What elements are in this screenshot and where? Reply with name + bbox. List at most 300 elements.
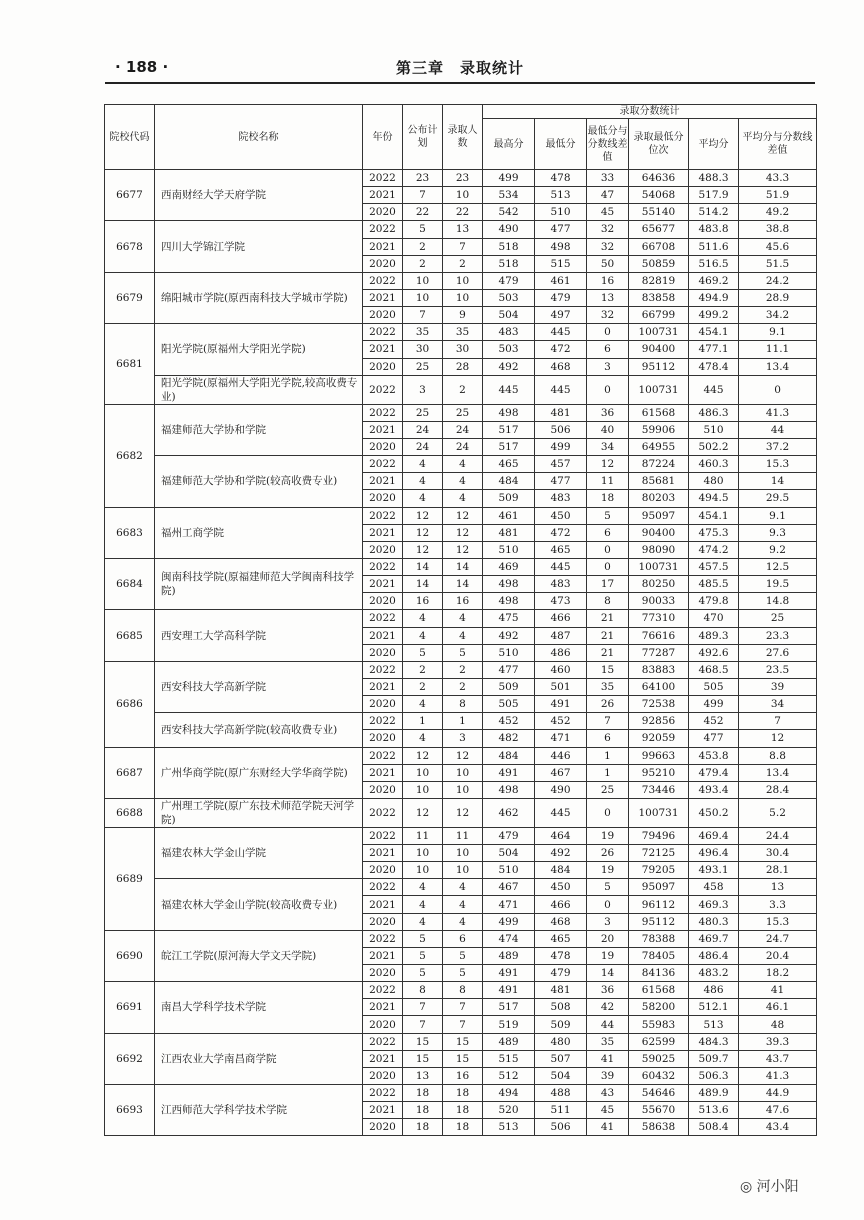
cell-avg: 480 [689, 473, 739, 490]
cell-rank: 83858 [629, 289, 689, 306]
cell-year: 2022 [363, 558, 403, 575]
cell-avg-diff: 38.8 [739, 221, 817, 238]
cell-min-diff: 1 [587, 764, 629, 781]
school-code: 6678 [105, 221, 155, 272]
table-row [105, 982, 817, 999]
cell-avg-diff: 51.5 [739, 255, 817, 272]
cell-avg-diff: 14 [739, 473, 817, 490]
cell-avg: 516.5 [689, 255, 739, 272]
cell-min: 477 [535, 473, 587, 490]
cell-min: 450 [535, 507, 587, 524]
cell-avg: 475.3 [689, 524, 739, 541]
cell-admit: 23 [443, 170, 483, 187]
cell-avg-diff: 27.6 [739, 644, 817, 661]
cell-min: 468 [535, 913, 587, 930]
cell-min: 480 [535, 1033, 587, 1050]
cell-max: 517 [483, 999, 535, 1016]
cell-year: 2021 [363, 999, 403, 1016]
cell-min-diff: 39 [587, 1067, 629, 1084]
cell-avg-diff: 14.8 [739, 593, 817, 610]
cell-plan: 10 [403, 289, 443, 306]
cell-avg-diff: 11.1 [739, 341, 817, 358]
cell-year: 2021 [363, 845, 403, 862]
cell-rank: 95210 [629, 764, 689, 781]
cell-min: 498 [535, 238, 587, 255]
cell-year: 2021 [363, 524, 403, 541]
school-code: 6690 [105, 930, 155, 981]
cell-avg: 469.3 [689, 896, 739, 913]
footer-logo [740, 1176, 799, 1196]
cell-min-diff: 16 [587, 272, 629, 289]
cell-plan: 4 [403, 696, 443, 713]
cell-max: 484 [483, 747, 535, 764]
cell-min-diff: 43 [587, 1085, 629, 1102]
cell-avg-diff: 23.3 [739, 627, 817, 644]
cell-max: 499 [483, 913, 535, 930]
cell-min: 446 [535, 747, 587, 764]
cell-plan: 7 [403, 187, 443, 204]
cell-avg: 508.4 [689, 1119, 739, 1136]
cell-year: 2022 [363, 798, 403, 827]
cell-year: 2021 [363, 238, 403, 255]
cell-rank: 59025 [629, 1050, 689, 1067]
cell-plan: 12 [403, 798, 443, 827]
cell-admit: 2 [443, 678, 483, 695]
cell-rank: 73446 [629, 781, 689, 798]
cell-admit: 7 [443, 238, 483, 255]
cell-max: 452 [483, 713, 535, 730]
cell-year: 2022 [363, 507, 403, 524]
cell-avg: 488.3 [689, 170, 739, 187]
table-row [105, 1033, 817, 1050]
school-name: 绵阳城市学院(原西南科技大学城市学院) [155, 272, 363, 323]
cell-min: 445 [535, 324, 587, 341]
cell-rank: 64955 [629, 438, 689, 455]
cell-min-diff: 15 [587, 661, 629, 678]
cell-avg-diff: 3.3 [739, 896, 817, 913]
cell-max: 534 [483, 187, 535, 204]
cell-rank: 62599 [629, 1033, 689, 1050]
cell-rank: 95097 [629, 879, 689, 896]
cell-admit: 10 [443, 862, 483, 879]
cell-rank: 54646 [629, 1085, 689, 1102]
cell-min-diff: 13 [587, 289, 629, 306]
cell-plan: 14 [403, 558, 443, 575]
cell-admit: 2 [443, 375, 483, 404]
cell-admit: 18 [443, 1085, 483, 1102]
cell-avg: 512.1 [689, 999, 739, 1016]
table-row [105, 713, 817, 730]
school-code: 6684 [105, 558, 155, 609]
cell-plan: 24 [403, 438, 443, 455]
cell-avg: 489.9 [689, 1085, 739, 1102]
table-row [105, 272, 817, 289]
cell-max: 490 [483, 221, 535, 238]
cell-min-diff: 45 [587, 204, 629, 221]
cell-plan: 10 [403, 764, 443, 781]
cell-min-diff: 19 [587, 947, 629, 964]
cell-min-diff: 19 [587, 827, 629, 844]
cell-min-diff: 3 [587, 358, 629, 375]
cell-max: 518 [483, 255, 535, 272]
cell-max: 445 [483, 375, 535, 404]
table-body [105, 170, 817, 1136]
cell-rank: 55140 [629, 204, 689, 221]
cell-max: 518 [483, 238, 535, 255]
school-name: 广州理工学院(原广东技术师范学院天河学院) [155, 798, 363, 827]
cell-avg-diff: 24.7 [739, 930, 817, 947]
cell-avg-diff: 37.2 [739, 438, 817, 455]
cell-year: 2021 [363, 1102, 403, 1119]
cell-plan: 4 [403, 627, 443, 644]
chapter-title: 第三章 录取统计 [395, 59, 524, 77]
cell-admit: 4 [443, 913, 483, 930]
cell-admit: 6 [443, 930, 483, 947]
cell-max: 461 [483, 507, 535, 524]
cell-max: 503 [483, 341, 535, 358]
cell-plan: 12 [403, 747, 443, 764]
cell-avg-diff: 24.4 [739, 827, 817, 844]
cell-plan: 11 [403, 827, 443, 844]
cell-min: 466 [535, 610, 587, 627]
cell-max: 469 [483, 558, 535, 575]
cell-min-diff: 42 [587, 999, 629, 1016]
school-name: 闽南科技学院(原福建师范大学闽南科技学院) [155, 558, 363, 609]
cell-max: 510 [483, 541, 535, 558]
cell-min-diff: 1 [587, 747, 629, 764]
cell-plan: 1 [403, 713, 443, 730]
cell-min: 452 [535, 713, 587, 730]
cell-max: 515 [483, 1050, 535, 1067]
cell-max: 513 [483, 1119, 535, 1136]
cell-min-diff: 36 [587, 982, 629, 999]
cell-min: 513 [535, 187, 587, 204]
cell-admit: 2 [443, 661, 483, 678]
cell-min: 497 [535, 307, 587, 324]
cell-avg-diff: 12.5 [739, 558, 817, 575]
cell-rank: 79496 [629, 827, 689, 844]
cell-avg: 458 [689, 879, 739, 896]
cell-min: 511 [535, 1102, 587, 1119]
cell-max: 512 [483, 1067, 535, 1084]
cell-max: 481 [483, 524, 535, 541]
school-code: 6693 [105, 1085, 155, 1136]
cell-plan: 12 [403, 524, 443, 541]
cell-admit: 24 [443, 438, 483, 455]
cell-avg-diff: 34 [739, 696, 817, 713]
school-name: 四川大学锦江学院 [155, 221, 363, 272]
school-name: 西安科技大学高新学院(较高收费专业) [155, 713, 363, 747]
cell-avg: 483.8 [689, 221, 739, 238]
cell-rank: 61568 [629, 404, 689, 421]
cell-min: 479 [535, 289, 587, 306]
cell-plan: 25 [403, 358, 443, 375]
header-name: 院校名称 [155, 105, 363, 170]
cell-plan: 5 [403, 965, 443, 982]
cell-year: 2022 [363, 1033, 403, 1050]
cell-admit: 22 [443, 204, 483, 221]
table-row [105, 930, 817, 947]
cell-rank: 77287 [629, 644, 689, 661]
cell-avg-diff: 9.1 [739, 324, 817, 341]
cell-plan: 3 [403, 375, 443, 404]
cell-avg: 460.3 [689, 456, 739, 473]
school-code: 6677 [105, 170, 155, 221]
cell-admit: 10 [443, 845, 483, 862]
cell-year: 2021 [363, 576, 403, 593]
cell-avg-diff: 15.3 [739, 456, 817, 473]
cell-min: 483 [535, 576, 587, 593]
cell-avg-diff: 48 [739, 1016, 817, 1033]
cell-year: 2020 [363, 696, 403, 713]
cell-rank: 55670 [629, 1102, 689, 1119]
cell-min: 465 [535, 541, 587, 558]
cell-min: 481 [535, 982, 587, 999]
cell-admit: 7 [443, 999, 483, 1016]
cell-rank: 87224 [629, 456, 689, 473]
cell-min: 445 [535, 798, 587, 827]
cell-admit: 1 [443, 713, 483, 730]
cell-admit: 10 [443, 272, 483, 289]
cell-rank: 100731 [629, 558, 689, 575]
cell-min: 477 [535, 221, 587, 238]
school-name: 西南财经大学天府学院 [155, 170, 363, 221]
cell-avg: 469.2 [689, 272, 739, 289]
header-year: 年份 [363, 105, 403, 170]
cell-avg-diff: 20.4 [739, 947, 817, 964]
cell-year: 2021 [363, 1050, 403, 1067]
cell-min: 457 [535, 456, 587, 473]
header-code: 院校代码 [105, 105, 155, 170]
cell-avg-diff: 41.3 [739, 404, 817, 421]
cell-max: 519 [483, 1016, 535, 1033]
cell-avg-diff: 45.6 [739, 238, 817, 255]
cell-year: 2020 [363, 358, 403, 375]
cell-avg: 494.9 [689, 289, 739, 306]
cell-avg: 494.5 [689, 490, 739, 507]
cell-plan: 2 [403, 661, 443, 678]
cell-plan: 4 [403, 896, 443, 913]
cell-min: 515 [535, 255, 587, 272]
cell-rank: 85681 [629, 473, 689, 490]
cell-rank: 92856 [629, 713, 689, 730]
header-min: 最低分 [535, 119, 587, 170]
cell-avg-diff: 19.5 [739, 576, 817, 593]
cell-avg-diff: 13.4 [739, 764, 817, 781]
cell-max: 494 [483, 1085, 535, 1102]
cell-admit: 18 [443, 1119, 483, 1136]
cell-admit: 10 [443, 781, 483, 798]
cell-max: 475 [483, 610, 535, 627]
cell-plan: 14 [403, 576, 443, 593]
cell-plan: 16 [403, 593, 443, 610]
cell-rank: 95097 [629, 507, 689, 524]
cell-rank: 59906 [629, 421, 689, 438]
cell-admit: 4 [443, 473, 483, 490]
cell-plan: 30 [403, 341, 443, 358]
cell-year: 2020 [363, 730, 403, 747]
cell-avg: 453.8 [689, 747, 739, 764]
cell-min: 473 [535, 593, 587, 610]
header-avg-diff: 平均分与分数线差值 [739, 119, 817, 170]
cell-avg-diff: 0 [739, 375, 817, 404]
cell-avg-diff: 28.1 [739, 862, 817, 879]
cell-year: 2020 [363, 644, 403, 661]
cell-min-diff: 33 [587, 170, 629, 187]
school-code: 6683 [105, 507, 155, 558]
cell-avg: 506.3 [689, 1067, 739, 1084]
cell-avg-diff: 28.4 [739, 781, 817, 798]
cell-rank: 60432 [629, 1067, 689, 1084]
cell-year: 2020 [363, 255, 403, 272]
cell-admit: 11 [443, 827, 483, 844]
cell-avg: 489.3 [689, 627, 739, 644]
cell-avg-diff: 12 [739, 730, 817, 747]
cell-year: 2021 [363, 421, 403, 438]
cell-min-diff: 21 [587, 610, 629, 627]
cell-rank: 72125 [629, 845, 689, 862]
cell-max: 477 [483, 661, 535, 678]
cell-avg-diff: 18.2 [739, 965, 817, 982]
cell-avg-diff: 39.3 [739, 1033, 817, 1050]
table-row [105, 1085, 817, 1102]
cell-max: 498 [483, 781, 535, 798]
cell-max: 491 [483, 982, 535, 999]
cell-year: 2021 [363, 187, 403, 204]
cell-min-diff: 21 [587, 644, 629, 661]
header-score-group: 录取分数统计 [483, 105, 817, 119]
cell-max: 467 [483, 879, 535, 896]
cell-avg: 496.4 [689, 845, 739, 862]
cell-admit: 16 [443, 593, 483, 610]
school-name: 福建师范大学协和学院(较高收费专业) [155, 456, 363, 507]
cell-min-diff: 17 [587, 576, 629, 593]
cell-plan: 2 [403, 678, 443, 695]
cell-rank: 82819 [629, 272, 689, 289]
cell-year: 2020 [363, 862, 403, 879]
school-code: 6688 [105, 798, 155, 827]
table-row [105, 324, 817, 341]
cell-avg-diff: 15.3 [739, 913, 817, 930]
cell-plan: 5 [403, 644, 443, 661]
school-name: 皖江工学院(原河海大学文天学院) [155, 930, 363, 981]
cell-year: 2021 [363, 627, 403, 644]
cell-avg: 486 [689, 982, 739, 999]
cell-min: 445 [535, 558, 587, 575]
cell-rank: 66799 [629, 307, 689, 324]
cell-avg: 457.5 [689, 558, 739, 575]
cell-year: 2020 [363, 1016, 403, 1033]
cell-year: 2020 [363, 438, 403, 455]
cell-rank: 99663 [629, 747, 689, 764]
cell-min: 490 [535, 781, 587, 798]
cell-rank: 90033 [629, 593, 689, 610]
cell-max: 498 [483, 404, 535, 421]
cell-rank: 96112 [629, 896, 689, 913]
cell-rank: 54068 [629, 187, 689, 204]
cell-avg-diff: 44 [739, 421, 817, 438]
cell-admit: 14 [443, 576, 483, 593]
cell-avg-diff: 9.3 [739, 524, 817, 541]
cell-min-diff: 0 [587, 541, 629, 558]
school-name: 南昌大学科学技术学院 [155, 982, 363, 1033]
cell-max: 498 [483, 593, 535, 610]
school-name: 西安科技大学高新学院 [155, 661, 363, 712]
cell-avg: 469.7 [689, 930, 739, 947]
cell-avg: 517.9 [689, 187, 739, 204]
cell-avg: 485.5 [689, 576, 739, 593]
cell-plan: 2 [403, 255, 443, 272]
cell-rank: 95112 [629, 358, 689, 375]
cell-min: 472 [535, 524, 587, 541]
cell-max: 483 [483, 324, 535, 341]
cell-plan: 5 [403, 947, 443, 964]
cell-min: 478 [535, 170, 587, 187]
cell-max: 482 [483, 730, 535, 747]
cell-plan: 10 [403, 781, 443, 798]
table-row [105, 879, 817, 896]
cell-avg: 469.4 [689, 827, 739, 844]
cell-avg-diff: 51.9 [739, 187, 817, 204]
cell-max: 492 [483, 627, 535, 644]
cell-rank: 78405 [629, 947, 689, 964]
cell-min-diff: 5 [587, 879, 629, 896]
cell-avg: 450.2 [689, 798, 739, 827]
table-row [105, 798, 817, 827]
cell-min-diff: 6 [587, 730, 629, 747]
cell-rank: 58638 [629, 1119, 689, 1136]
cell-max: 484 [483, 473, 535, 490]
cell-min-diff: 0 [587, 558, 629, 575]
cell-plan: 4 [403, 730, 443, 747]
cell-plan: 10 [403, 272, 443, 289]
cell-avg: 483.2 [689, 965, 739, 982]
school-name: 福建师范大学协和学院 [155, 404, 363, 455]
table-row [105, 610, 817, 627]
cell-rank: 55983 [629, 1016, 689, 1033]
cell-max: 520 [483, 1102, 535, 1119]
cell-year: 2020 [363, 965, 403, 982]
cell-year: 2022 [363, 272, 403, 289]
cell-min-diff: 3 [587, 913, 629, 930]
school-code: 6687 [105, 747, 155, 798]
school-name: 江西师范大学科学技术学院 [155, 1085, 363, 1136]
cell-min-diff: 45 [587, 1102, 629, 1119]
cell-admit: 24 [443, 421, 483, 438]
cell-avg: 513 [689, 1016, 739, 1033]
cell-min: 461 [535, 272, 587, 289]
cell-admit: 25 [443, 404, 483, 421]
header-min-diff: 最低分与分数线差值 [587, 119, 629, 170]
table-row [105, 221, 817, 238]
cell-avg-diff: 25 [739, 610, 817, 627]
table-row [105, 456, 817, 473]
cell-min: 460 [535, 661, 587, 678]
cell-min: 509 [535, 1016, 587, 1033]
cell-plan: 24 [403, 421, 443, 438]
cell-admit: 10 [443, 289, 483, 306]
cell-avg: 452 [689, 713, 739, 730]
cell-admit: 7 [443, 1016, 483, 1033]
cell-plan: 2 [403, 238, 443, 255]
cell-rank: 58200 [629, 999, 689, 1016]
cell-plan: 5 [403, 930, 443, 947]
cell-min: 466 [535, 896, 587, 913]
cell-min-diff: 32 [587, 307, 629, 324]
table-row [105, 827, 817, 844]
cell-avg-diff: 23.5 [739, 661, 817, 678]
cell-avg: 484.3 [689, 1033, 739, 1050]
